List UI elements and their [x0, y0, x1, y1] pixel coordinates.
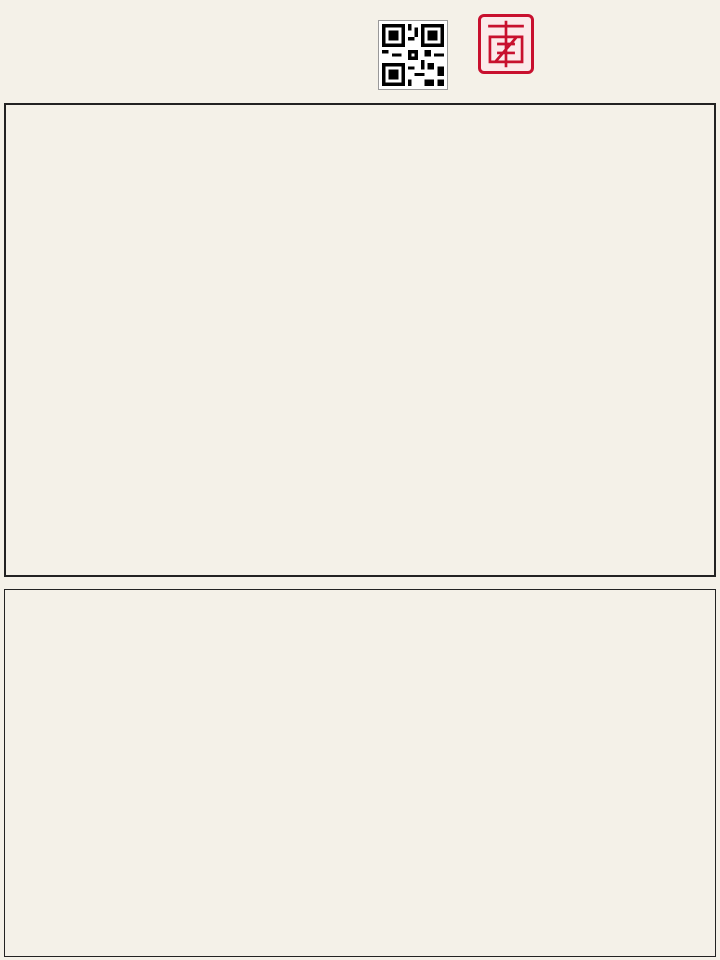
header	[0, 0, 720, 100]
qr-code-icon	[378, 20, 448, 90]
annual-luck-grid	[4, 589, 716, 957]
seal-stamp-icon	[478, 14, 534, 74]
pillar-grid	[4, 103, 716, 577]
